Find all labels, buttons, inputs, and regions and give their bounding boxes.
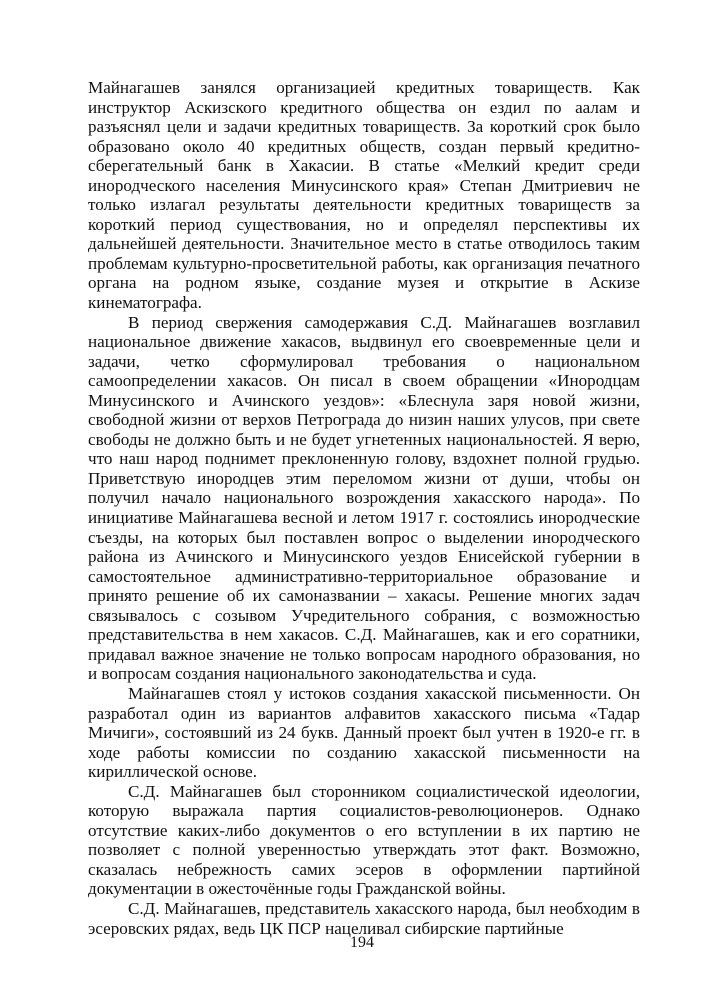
paragraph-1: Майнагашев занялся организацией кредитных товариществ. Как инструктор Аскизского кредитного общества он ездил по аалам и разъяснял цели и задачи кредитных товариществ. За короткий срок было образовано около 40 кредитных обществ, создан первый кредитно-сберегательный банк в Хакасии. В статье «Мелкий кредит среди инородческого населения Минусинского края» Степан Дмитриевич не только излагал результаты деятельности кредитных товариществ за короткий период существования, но и определял перспективы их дальнейшей деятельности. Значительное место в статье отводилось таким проблемам культурно-просветительной работы, как организация печатного органа на родном языке, создание музея и открытие в Аскизе кинематографа. (88, 78, 640, 313)
paragraph-5: С.Д. Майнагашев, представитель хакасского народа, был необходим в эсеровских рядах, ведь ЦК ПСР нацеливал сибирские партийные (88, 898, 640, 938)
paragraph-4: С.Д. Майнагашев был сторонником социалистической идеологии, которую выражала партия социалистов-революционеров. Однако отсутствие каких-либо документов о его вступлении в их партию не позволяет с полной уверенностью утверждать этот факт. Возможно, сказалась небрежность самих эсеров в оформлении партийной документации в ожесточённые годы Гражданской войны. (88, 781, 640, 899)
page-number: 194 (350, 934, 374, 951)
paragraph-3: Майнагашев стоял у истоков создания хакасской письменности. Он разработал один из вариантов алфавитов хакасского письма «Тадар Мичиги», состоявший из 24 букв. Данный проект был учтен в 1920-е гг. в ходе работы комиссии по созданию хакасской письменности на кириллической основе. (88, 683, 640, 782)
body-text (88, 78, 640, 938)
paragraph-2: В период свержения самодержавия С.Д. Майнагашев возглавил национальное движение хакасов, выдвинул его своевременные цели и задачи, четко сформулировал требования о национальном самоопределении хакасов. Он писал в своем обращении «Инородцам Минусинского и Ачинского уездов»: «Блеснула заря новой жизни, свободной жизни от верхов Петрограда до низин наших улусов, при свете свободы не должно быть и не будет угнетенных национальностей. Я верю, что наш народ поднимет преклоненную голову, вздохнет полной грудью. Приветствую инородцев этим переломом жизни от души, чтобы он получил начало национального возрождения хакасского народа». По инициативе Майнагашева весной и летом 1917 г. состоялись инородческие съезды, на которых был поставлен вопрос о выделении инородческого района из Ачинского и Минусинского уездов Енисейской губернии в самостоятельное административно-территориальное образование и принято решение об их самоназвании – хакасы. Решение многих задач связывалось с созывом Учредительного собрания, с возможностью представительства в нем хакасов. С.Д. Майнагашев, как и его соратники, придавал важное значение не только вопросам народного образования, но и вопросам создания национального законодательства и суда. (88, 312, 640, 684)
